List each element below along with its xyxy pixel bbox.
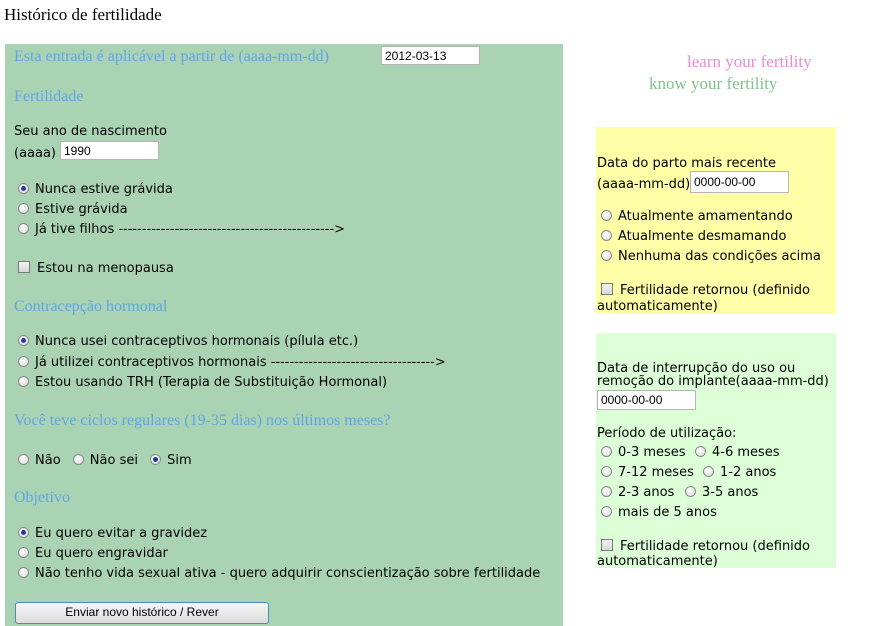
radio-icon[interactable] <box>601 506 612 517</box>
breastfeeding-option[interactable]: Atualmente amamentando <box>601 209 793 224</box>
recent-birth-date-input[interactable] <box>690 171 789 193</box>
cycles-options <box>18 453 200 468</box>
goal-option-conceive[interactable]: Eu quero engravidar <box>18 546 168 561</box>
page-title: Histórico de fertilidade <box>4 5 162 24</box>
stop-date-label-1: Data de interrupção do uso ou <box>597 361 796 376</box>
radio-icon[interactable] <box>601 446 612 457</box>
radio-icon[interactable] <box>601 486 612 497</box>
checkbox-icon[interactable] <box>18 261 30 273</box>
cycles-option-no[interactable]: Não <box>18 453 61 468</box>
contra-fertility-returned-row[interactable]: Fertilidade retornou (definido <box>601 539 810 554</box>
menopause-checkbox-row[interactable]: Estou na menopausa <box>18 261 174 276</box>
radio-icon[interactable] <box>601 250 612 261</box>
contraception-option-used[interactable]: Já utilizei contraceptivos hormonais -----------------------------------> <box>18 355 446 370</box>
radio-icon[interactable] <box>18 223 29 234</box>
radio-icon[interactable] <box>685 486 696 497</box>
radio-icon[interactable] <box>73 454 84 465</box>
cycles-option-yes[interactable]: Sim <box>150 453 192 468</box>
recent-birth-label: Data do parto mais recente <box>597 156 776 171</box>
pregnancy-option-never[interactable]: Nunca estive grávida <box>18 182 173 197</box>
radio-icon[interactable] <box>601 210 612 221</box>
birth-fertility-returned-row[interactable]: Fertilidade retornou (definido <box>601 283 810 298</box>
birth-year-input[interactable] <box>60 141 159 160</box>
none-of-above-option[interactable]: Nenhuma das condições acima <box>601 249 821 264</box>
birth-year-label: Seu ano de nascimento <box>14 124 167 139</box>
contraception-heading: Contracepção hormonal <box>14 298 168 315</box>
recent-birth-panel <box>596 127 836 314</box>
contra-fertility-returned-cont: automaticamente) <box>597 554 718 569</box>
radio-icon[interactable] <box>18 335 29 346</box>
period-option-3-5-years[interactable]: 3-5 anos <box>685 485 758 500</box>
birth-year-format: (aaaa) <box>14 146 57 161</box>
cycles-option-dont-know[interactable]: Não sei <box>73 453 138 468</box>
stop-date-input[interactable] <box>597 390 696 410</box>
radio-icon[interactable] <box>601 230 612 241</box>
fertility-heading: Fertilidade <box>14 88 84 105</box>
period-option-1-2-years[interactable]: 1-2 anos <box>703 465 776 480</box>
entry-date-label: Esta entrada é aplicável a partir de (aaaa-mm-dd) <box>14 48 329 65</box>
radio-icon[interactable] <box>18 567 29 578</box>
fertility-history-form <box>5 44 563 626</box>
contraception-stop-panel <box>596 333 836 568</box>
birth-fertility-returned-cont: automaticamente) <box>597 299 718 314</box>
entry-date-input[interactable] <box>381 46 480 65</box>
radio-icon[interactable] <box>18 356 29 367</box>
tagline-learn: learn your fertility <box>687 52 812 71</box>
cycles-heading: Você teve ciclos regulares (19-35 dias) nos últimos meses? <box>14 412 391 429</box>
contraception-option-trh[interactable]: Estou usando TRH (Terapia de Substituição Hormonal) <box>18 375 387 390</box>
radio-icon[interactable] <box>150 454 161 465</box>
period-option-over-5-years[interactable]: mais de 5 anos <box>601 505 717 520</box>
goal-heading: Objetivo <box>14 489 70 506</box>
period-option-7-12[interactable]: 7-12 meses <box>601 465 694 480</box>
radio-icon[interactable] <box>18 203 29 214</box>
radio-icon[interactable] <box>703 466 714 477</box>
stop-date-label-2: remoção do implante(aaaa-mm-dd) <box>597 374 829 389</box>
radio-icon[interactable] <box>18 547 29 558</box>
period-option-0-3[interactable]: 0-3 meses <box>601 445 686 460</box>
period-option-4-6[interactable]: 4-6 meses <box>695 445 780 460</box>
pregnancy-option-was-pregnant[interactable]: Estive grávida <box>18 202 128 217</box>
checkbox-icon[interactable] <box>601 539 613 551</box>
period-option-2-3-years[interactable]: 2-3 anos <box>601 485 674 500</box>
tagline-know: know your fertility <box>649 74 778 93</box>
checkbox-icon[interactable] <box>601 283 613 295</box>
contraception-option-never[interactable]: Nunca usei contraceptivos hormonais (pílula etc.) <box>18 334 358 349</box>
radio-icon[interactable] <box>18 376 29 387</box>
radio-icon[interactable] <box>18 454 29 465</box>
pregnancy-option-had-children[interactable]: Já tive filhos ----------------------------------------------> <box>18 222 345 237</box>
period-label: Período de utilização: <box>597 426 737 441</box>
submit-button[interactable]: Enviar novo histórico / Rever <box>15 602 269 624</box>
radio-icon[interactable] <box>18 183 29 194</box>
radio-icon[interactable] <box>695 446 706 457</box>
weaning-option[interactable]: Atualmente desmamando <box>601 229 786 244</box>
recent-birth-format: (aaaa-mm-dd) <box>597 177 691 192</box>
goal-option-avoid[interactable]: Eu quero evitar a gravidez <box>18 526 207 541</box>
radio-icon[interactable] <box>601 466 612 477</box>
goal-option-awareness[interactable]: Não tenho vida sexual ativa - quero adquirir conscientização sobre fertilidade <box>18 566 540 581</box>
radio-icon[interactable] <box>18 527 29 538</box>
